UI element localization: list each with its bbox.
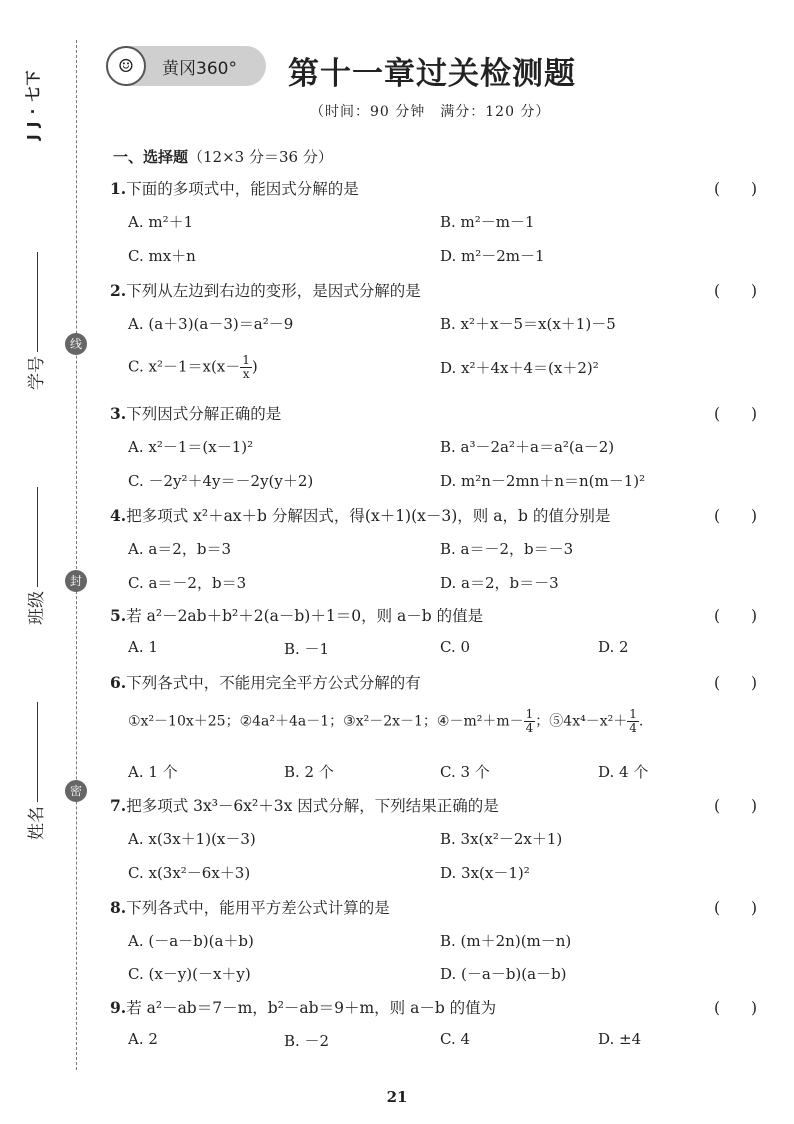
question-9 (110, 996, 496, 1018)
binding-dashed-line (76, 40, 77, 1070)
q7-option-d: D. 3x(x－1)² (440, 864, 530, 882)
question-number: 4. (110, 506, 127, 525)
q5-option-b: B. －1 (284, 640, 330, 658)
page-title: 第十一章过关检测题 (288, 56, 576, 92)
question-text: 把多项式 x²＋ax＋b 分解因式，得(x＋1)(x－3)，则 a，b 的值分别是 (126, 507, 611, 525)
q2-option-c: C. x²－1＝x(x－ $\frac{1}{x}$ ) (128, 353, 258, 381)
q5-option-d: D. 2 (598, 638, 629, 656)
brand-badge (106, 46, 266, 86)
question-1 (110, 177, 359, 199)
page-subtitle: （时间：90 分钟 满分：120 分） (310, 104, 551, 120)
class-field (22, 487, 47, 625)
q2-option-b: B. x²＋x－5＝x(x＋1)－5 (440, 315, 616, 333)
q3-option-c: C. －2y²＋4y＝－2y(y＋2) (128, 472, 314, 490)
answer-blank-2[interactable]: ( ) (714, 282, 758, 300)
page-number: 21 (386, 1088, 408, 1106)
class-label: 班级 (27, 591, 47, 625)
q7-option-b: B. 3x(x²－2x＋1) (440, 830, 563, 848)
question-text: 把多项式 3x³－6x²＋3x 因式分解，下列结果正确的是 (126, 797, 499, 815)
q8-option-c: C. (x－y)(－x＋y) (128, 965, 251, 983)
q1-option-b: B. m²－m－1 (440, 213, 535, 231)
q6-option-d: D. 4 个 (598, 763, 649, 781)
fraction-denominator: 4 (629, 721, 637, 735)
seal-mi: 密 (65, 780, 87, 802)
q9-option-b: B. －2 (284, 1032, 330, 1050)
q4-option-b: B. a＝－2，b＝－3 (440, 540, 574, 558)
answer-blank-7[interactable]: ( ) (714, 797, 758, 815)
answer-blank-6[interactable]: ( ) (714, 674, 758, 692)
answer-blank-4[interactable]: ( ) (714, 507, 758, 525)
q8-option-d: D. (－a－b)(a－b) (440, 965, 567, 983)
question-number: 2. (110, 281, 127, 300)
question-number: 6. (110, 673, 127, 692)
q6-expr-end: . (638, 713, 644, 730)
question-text: 下面的多项式中，能因式分解的是 (126, 180, 359, 198)
q8-option-a: A. (－a－b)(a＋b) (128, 932, 254, 950)
seal-line: 线 (65, 333, 87, 355)
question-text: 若 a²－2ab＋b²＋2(a－b)＋1＝0，则 a－b 的值是 (126, 607, 484, 625)
question-number: 1. (110, 179, 127, 198)
q2-option-c-text: C. x²－1＝x(x－ (128, 357, 241, 376)
seal-feng: 封 (65, 570, 87, 592)
answer-blank-1[interactable]: ( ) (714, 180, 758, 198)
q6-expr-part-b: ；⑤4x⁴－x²＋ (535, 713, 628, 730)
question-number: 8. (110, 898, 127, 917)
question-text: 下列从左边到右边的变形，是因式分解的是 (126, 282, 421, 300)
question-2 (110, 279, 421, 301)
question-number: 7. (110, 796, 127, 815)
q6-expr-part-a: ①x²－10x＋25；②4a²＋4a－1；③x²－2x－1；④－m²＋m－ (128, 713, 524, 730)
question-8 (110, 896, 390, 918)
fraction-numerator: 1 (525, 707, 534, 721)
question-text: 若 a²－ab＝7－m，b²－ab＝9＋m，则 a－b 的值为 (126, 999, 497, 1017)
q3-option-b: B. a³－2a²＋a＝a²(a－2) (440, 438, 615, 456)
question-number: 5. (110, 606, 127, 625)
q2-option-a: A. (a＋3)(a－3)＝a²－9 (128, 315, 294, 333)
q4-option-a: A. a＝2，b＝3 (128, 540, 232, 558)
class-line (37, 487, 38, 587)
name-label: 姓名 (27, 806, 47, 840)
badge-text: 黄冈360° (162, 58, 237, 79)
q6-option-c: C. 3 个 (440, 763, 490, 781)
question-number: 3. (110, 404, 127, 423)
q4-option-c: C. a＝－2，b＝3 (128, 574, 247, 592)
question-4 (110, 504, 610, 526)
fraction (240, 354, 252, 381)
q5-option-a: A. 1 (128, 638, 158, 656)
fraction (627, 708, 639, 735)
q5-option-c: C. 0 (440, 638, 471, 656)
answer-blank-9[interactable]: ( ) (714, 999, 758, 1017)
q8-option-b: B. (m＋2n)(m－n) (440, 932, 572, 950)
q6-option-a: A. 1 个 (128, 763, 178, 781)
question-5 (110, 604, 483, 626)
student-id-line (37, 252, 38, 352)
name-line (37, 702, 38, 802)
q1-option-a: A. m²＋1 (128, 213, 194, 231)
q9-option-a: A. 2 (128, 1030, 158, 1048)
q4-option-d: D. a＝2，b＝－3 (440, 574, 559, 592)
name-field (22, 702, 47, 840)
question-text: 下列因式分解正确的是 (126, 405, 282, 423)
question-3 (110, 402, 281, 424)
q3-option-a: A. x²－1＝(x－1)² (128, 438, 254, 456)
section-note: （12×3 分＝36 分） (188, 148, 333, 166)
fraction (524, 708, 536, 735)
fraction-denominator: x (242, 367, 250, 381)
fraction-numerator: 1 (629, 707, 637, 721)
q7-option-a: A. x(3x＋1)(x－3) (128, 830, 256, 848)
student-id-label: 学号 (27, 356, 47, 390)
q2-option-d: D. x²＋4x＋4＝(x＋2)² (440, 359, 599, 377)
answer-blank-5[interactable]: ( ) (714, 607, 758, 625)
q9-option-d: D. ±4 (598, 1030, 642, 1048)
section-heading (113, 146, 333, 167)
q6-expression-list (128, 708, 643, 735)
q1-option-d: D. m²－2m－1 (440, 247, 545, 265)
q1-option-c: C. mx＋n (128, 247, 196, 265)
question-number: 9. (110, 998, 127, 1017)
q6-option-b: B. 2 个 (284, 763, 334, 781)
question-6 (110, 671, 421, 693)
fraction-denominator: 4 (525, 721, 534, 735)
question-text: 下列各式中，不能用完全平方公式分解的有 (126, 674, 421, 692)
mascot-icon: ☺ (106, 46, 146, 86)
fraction-numerator: 1 (242, 353, 250, 367)
answer-blank-3[interactable]: ( ) (714, 405, 758, 423)
grade-label: J J · 七下 (24, 69, 42, 140)
answer-blank-8[interactable]: ( ) (714, 899, 758, 917)
section-label: 一、选择题 (113, 148, 189, 166)
q9-option-c: C. 4 (440, 1030, 471, 1048)
q3-option-d: D. m²n－2mn＋n＝n(m－1)² (440, 472, 646, 490)
q7-option-c: C. x(3x²－6x＋3) (128, 864, 251, 882)
question-text: 下列各式中，能用平方差公式计算的是 (126, 899, 390, 917)
student-id-field (22, 252, 47, 390)
question-7 (110, 794, 499, 816)
